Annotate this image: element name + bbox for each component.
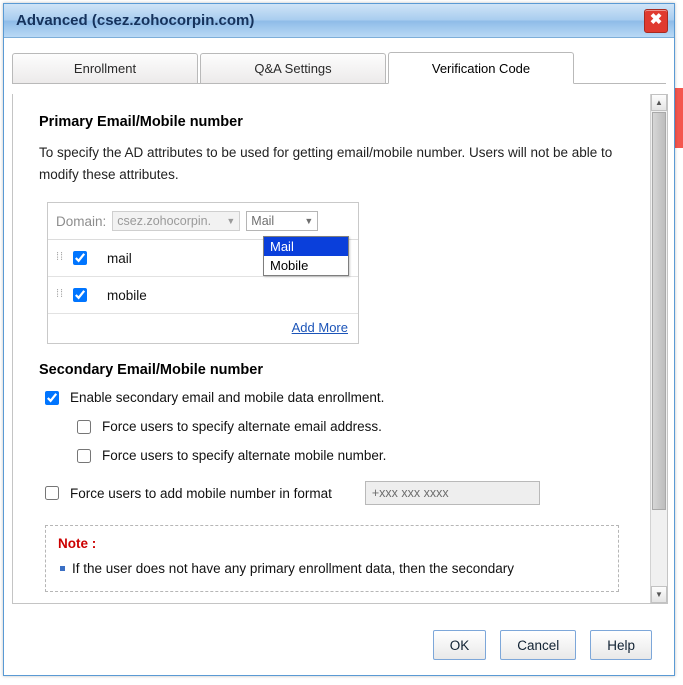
dialog-title: Advanced (csez.zohocorpin.com) — [16, 12, 255, 29]
dialog-titlebar[interactable] — [4, 4, 674, 38]
chevron-down-icon: ▼ — [226, 216, 236, 226]
domain-label: Domain: — [56, 213, 107, 229]
enable-secondary-label: Enable secondary email and mobile data enrollment. — [70, 390, 385, 405]
attribute-row-mobile — [48, 277, 358, 314]
secondary-section-heading: Secondary Email/Mobile number — [39, 362, 263, 378]
enable-secondary-row — [45, 390, 625, 405]
primary-section-description: To specify the AD attributes to be used for getting email/mobile number. Users will not be able to modify these attributes. — [39, 145, 613, 182]
tab-enrollment[interactable] — [12, 53, 198, 83]
force-alternate-email-checkbox[interactable] — [77, 420, 91, 434]
note-title: Note : — [58, 536, 97, 551]
background-sliver-white — [674, 148, 683, 308]
vertical-scrollbar[interactable] — [650, 94, 667, 603]
attribute-select[interactable] — [246, 211, 318, 231]
force-format-row — [45, 481, 625, 505]
dropdown-option-mobile[interactable]: Mobile — [270, 258, 309, 273]
attribute-checkbox-mobile[interactable] — [73, 288, 87, 302]
background-sliver-red — [675, 88, 683, 148]
add-more-link[interactable]: Add More — [291, 320, 348, 335]
attribute-checkbox-mail[interactable] — [73, 251, 87, 265]
domain-selector-row — [48, 203, 358, 240]
attribute-name-mobile: mobile — [107, 287, 147, 303]
force-format-checkbox[interactable] — [45, 486, 59, 500]
chevron-up-icon[interactable]: ▲ — [651, 94, 667, 111]
force-alternate-email-label: Force users to specify alternate email address. — [102, 419, 382, 434]
dialog-footer — [4, 615, 674, 675]
tab-qa-settings-label: Q&A Settings — [254, 61, 332, 76]
force-format-label: Force users to add mobile number in format — [70, 485, 332, 501]
chevron-down-icon: ▼ — [304, 216, 314, 226]
domain-select — [112, 211, 240, 231]
note-item: If the user does not have any primary enrollment data, then the secondary — [58, 559, 606, 579]
primary-section-heading: Primary Email/Mobile number — [39, 114, 243, 130]
help-button[interactable]: Help — [590, 630, 652, 660]
scrollbar-thumb[interactable] — [652, 112, 666, 510]
dropdown-option-mail[interactable]: Mail — [264, 237, 348, 256]
force-alternate-mobile-row — [77, 448, 625, 463]
tab-qa-settings[interactable] — [200, 53, 386, 83]
tab-enrollment-label: Enrollment — [73, 61, 137, 76]
note-box — [45, 525, 619, 592]
tab-verification-code[interactable] — [388, 52, 574, 84]
tab-verification-code-label: Verification Code — [431, 61, 531, 76]
chevron-down-icon[interactable]: ▼ — [651, 586, 667, 603]
drag-handle-icon[interactable]: ⁞⁞ — [56, 287, 65, 300]
primary-attribute-box — [47, 202, 359, 344]
domain-select-value: csez.zohocorpin. — [117, 214, 212, 228]
tab-strip — [12, 52, 666, 84]
settings-panel — [12, 94, 668, 604]
enable-secondary-checkbox[interactable] — [45, 391, 59, 405]
force-alternate-mobile-checkbox[interactable] — [77, 449, 91, 463]
ok-button[interactable]: OK — [433, 630, 487, 660]
cancel-button[interactable]: Cancel — [500, 630, 576, 660]
advanced-dialog — [3, 3, 675, 676]
attribute-name-mail: mail — [107, 250, 132, 266]
mobile-format-input[interactable] — [365, 481, 540, 505]
attribute-select-value: Mail — [251, 214, 275, 228]
force-alternate-mobile-label: Force users to specify alternate mobile number. — [102, 448, 387, 463]
close-icon[interactable]: ✖ — [644, 9, 668, 33]
attribute-dropdown-list[interactable] — [263, 236, 349, 276]
settings-panel-content — [13, 94, 643, 603]
force-alternate-email-row — [77, 419, 625, 434]
drag-handle-icon[interactable]: ⁞⁞ — [56, 250, 65, 263]
